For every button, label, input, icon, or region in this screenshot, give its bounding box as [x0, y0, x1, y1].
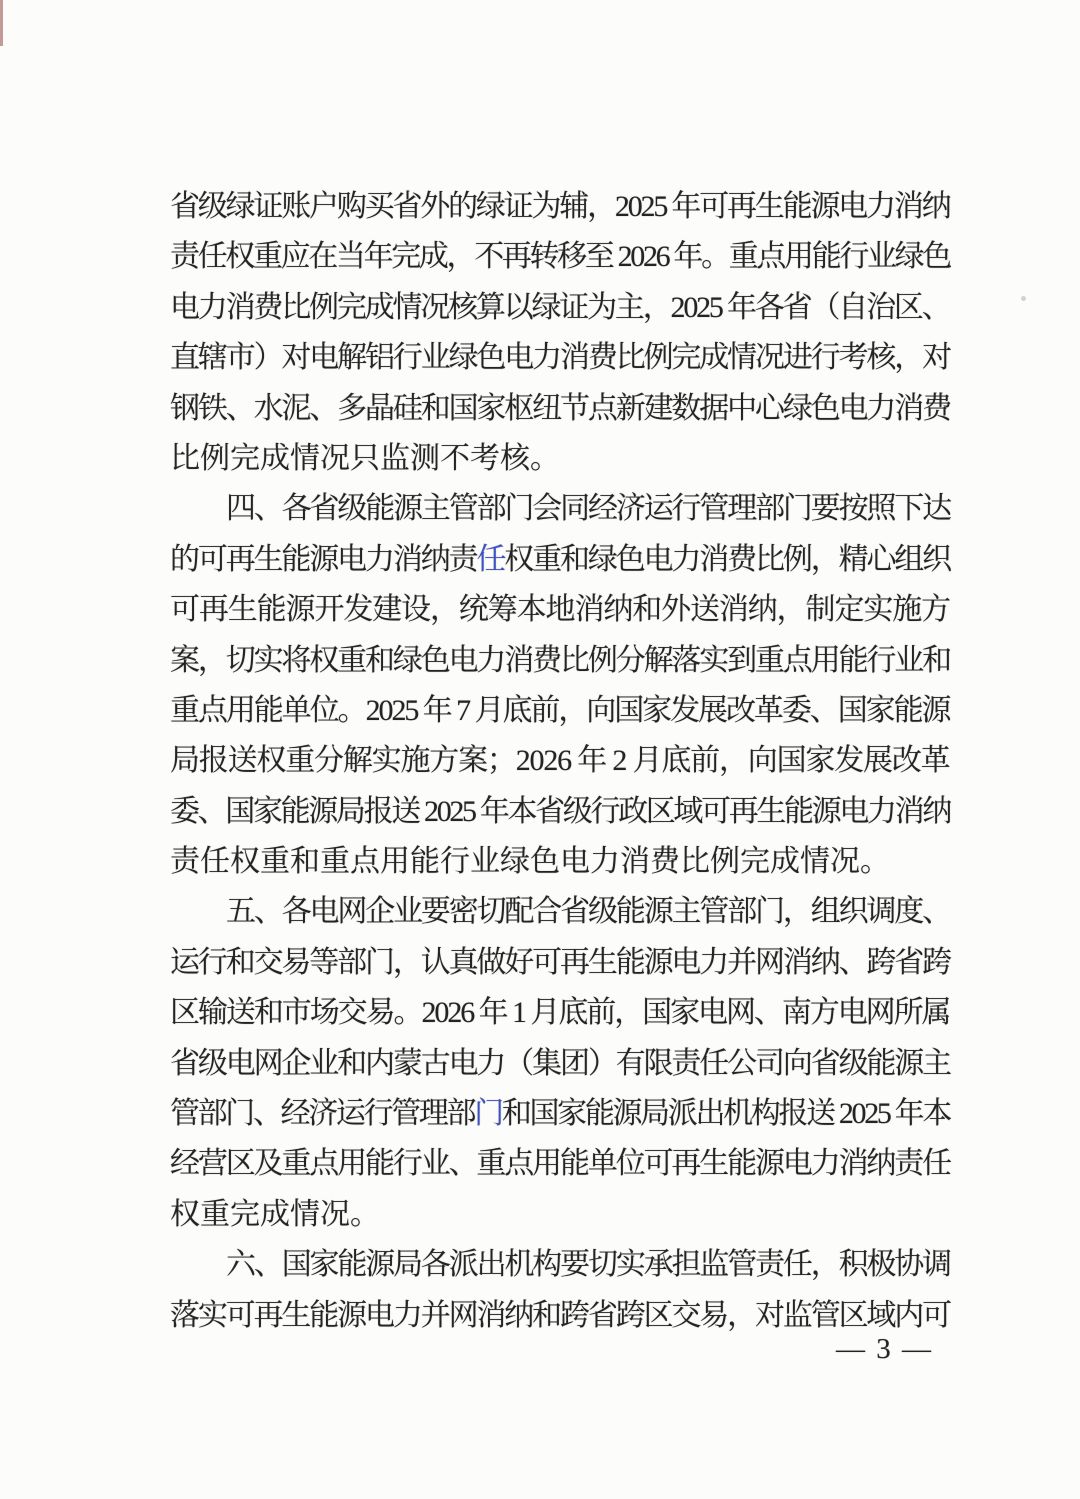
text-line: 权重完成情况。	[170, 1197, 380, 1231]
text-line: 电力消费比例完成情况核算以绿证为主，2025 年各省（自治区、	[170, 290, 950, 324]
text-line: 案，切实将权重和绿色电力消费比例分解落实到重点用能行业和	[170, 643, 950, 677]
page-number: — 3 —	[836, 1333, 933, 1365]
text-line: 五、各电网企业要密切配合省级能源主管部门，组织调度、	[226, 895, 950, 929]
text-line: 比例完成情况只监测不考核。	[170, 441, 560, 475]
text-line: 直辖市）对电解铝行业绿色电力消费比例完成情况进行考核，对	[170, 341, 950, 375]
scan-artifact-dot	[1021, 296, 1026, 301]
text-line: 重点用能单位。2025 年 7 月底前，向国家发展改革委、国家能源	[170, 693, 950, 727]
text-line: 的可再生能源电力消纳责任权重和绿色电力消费比例，精心组织	[170, 542, 951, 576]
text-line: 委、国家能源局报送 2025 年本省级行政区域可再生能源电力消纳	[170, 794, 950, 828]
text-line: 六、国家能源局各派出机构要切实承担监管责任，积极协调	[226, 1248, 950, 1282]
scan-edge-artifact	[0, 0, 3, 46]
text-line: 可再生能源开发建设，统筹本地消纳和外送消纳，制定实施方	[170, 593, 950, 627]
text-line: 责任权重应在当年完成，不再转移至 2026 年。重点用能行业绿色	[170, 240, 950, 274]
text-line: 局报送权重分解实施方案；2026 年 2 月底前，向国家发展改革	[170, 744, 950, 778]
text-line: 区输送和市场交易。2026 年 1 月底前，国家电网、南方电网所属	[170, 996, 950, 1030]
blue-tinted-character: 门	[474, 1097, 502, 1131]
text-line: 责任权重和重点用能行业绿色电力消费比例完成情况。	[170, 845, 890, 879]
text-line: 钢铁、水泥、多晶硅和国家枢纽节点新建数据中心绿色电力消费	[170, 391, 950, 425]
text-line: 经营区及重点用能行业、重点用能单位可再生能源电力消纳责任	[170, 1147, 950, 1181]
text-line: 四、各省级能源主管部门会同经济运行管理部门要按照下达	[226, 492, 950, 526]
document-text-block	[170, 182, 950, 1341]
text-line: 落实可再生能源电力并网消纳和跨省跨区交易，对监管区域内可	[170, 1298, 950, 1332]
text-line: 省级绿证账户购买省外的绿证为辅，2025 年可再生能源电力消纳	[170, 190, 950, 223]
blue-tinted-character: 任	[476, 542, 505, 576]
text-line: 省级电网企业和内蒙古电力（集团）有限责任公司向省级能源主	[170, 1046, 950, 1080]
text-line: 运行和交易等部门，认真做好可再生能源电力并网消纳、跨省跨	[170, 945, 950, 979]
text-line: 管部门、经济运行管理部门和国家能源局派出机构报送 2025 年本	[170, 1097, 950, 1131]
